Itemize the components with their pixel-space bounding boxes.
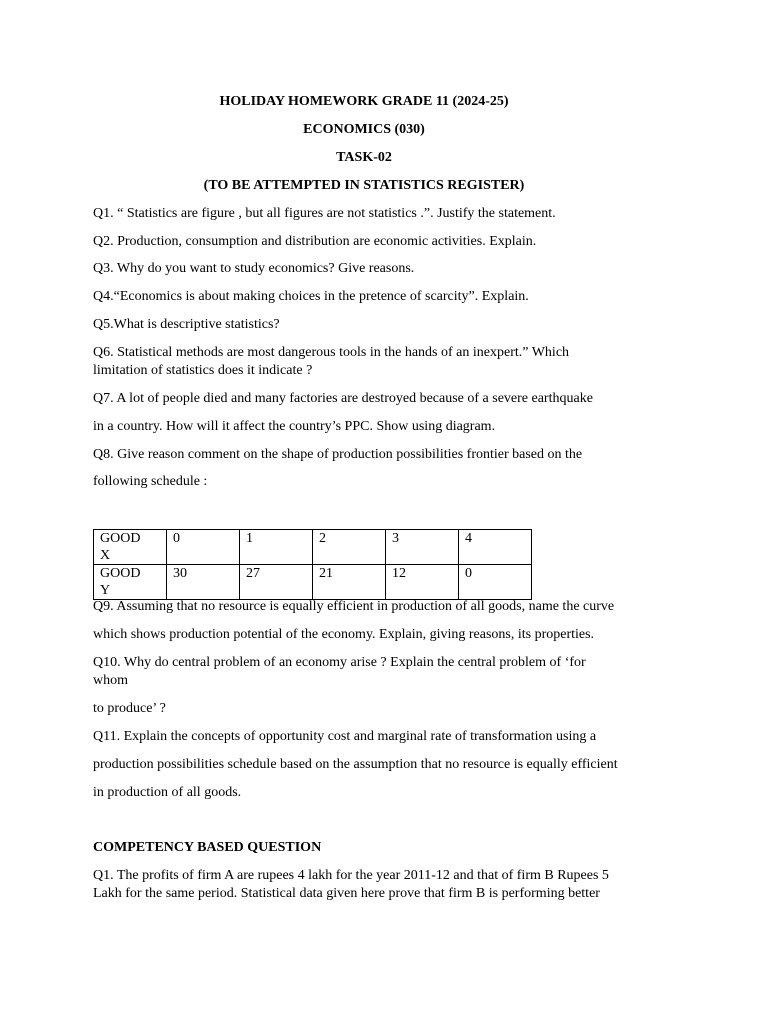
- table-cell: 21: [313, 565, 386, 600]
- table-row: [94, 565, 532, 600]
- table-cell: GOOD Y: [94, 565, 167, 600]
- question-line: Q5.What is descriptive statistics?: [93, 317, 280, 332]
- question-line: Q4.“Economics is about making choices in the pretence of scarcity”. Explain.: [93, 289, 529, 304]
- question-line: Q9. Assuming that no resource is equally efficient in production of all goods, name the curve: [93, 599, 615, 614]
- instruction-heading: (TO BE ATTEMPTED IN STATISTICS REGISTER): [203, 178, 525, 193]
- question-line: Lakh for the same period. Statistical data given here prove that firm B is performing better: [93, 886, 600, 901]
- question-line: Q3. Why do you want to study economics? Give reasons.: [93, 261, 415, 276]
- table-cell: 0: [459, 565, 532, 600]
- question-line: following schedule :: [93, 474, 208, 489]
- table-cell: 30: [167, 565, 240, 600]
- question-line: limitation of statistics does it indicate ?: [93, 363, 313, 378]
- table-row: [94, 530, 532, 565]
- competency-heading: COMPETENCY BASED QUESTION: [93, 840, 322, 855]
- subject-heading: ECONOMICS (030): [303, 122, 425, 137]
- table-cell: 27: [240, 565, 313, 600]
- question-line: Q1. “ Statistics are figure , but all figures are not statistics .”. Justify the statement.: [93, 206, 556, 221]
- question-line: Q7. A lot of people died and many factories are destroyed because of a severe earthquake: [93, 391, 593, 406]
- table-cell: 12: [386, 565, 459, 600]
- question-line: in a country. How will it affect the country’s PPC. Show using diagram.: [93, 419, 496, 434]
- table-cell: 0: [167, 530, 240, 565]
- question-line: Q6. Statistical methods are most dangerous tools in the hands of an inexpert.” Which: [93, 345, 570, 360]
- question-line: Q11. Explain the concepts of opportunity cost and marginal rate of transformation using a: [93, 729, 597, 744]
- table-cell: 4: [459, 530, 532, 565]
- question-line: Q8. Give reason comment on the shape of production possibilities frontier based on the: [93, 447, 583, 462]
- table-cell: 3: [386, 530, 459, 565]
- document-title: HOLIDAY HOMEWORK GRADE 11 (2024-25): [219, 94, 509, 109]
- question-line: whom: [93, 673, 128, 688]
- question-line: Q2. Production, consumption and distribution are economic activities. Explain.: [93, 234, 537, 249]
- question-line: Q1. The profits of firm A are rupees 4 lakh for the year 2011-12 and that of firm B Rupees 5: [93, 868, 609, 883]
- question-line: to produce’ ?: [93, 701, 166, 716]
- question-line: in production of all goods.: [93, 785, 242, 800]
- table-cell: GOOD X: [94, 530, 167, 565]
- production-schedule-table: [93, 529, 532, 600]
- task-heading: TASK-02: [336, 150, 392, 165]
- question-line: production possibilities schedule based on the assumption that no resource is equally efficient: [93, 757, 618, 772]
- question-line: Q10. Why do central problem of an economy arise ? Explain the central problem of ‘for: [93, 655, 586, 670]
- table-cell: 2: [313, 530, 386, 565]
- question-line: which shows production potential of the economy. Explain, giving reasons, its properties.: [93, 627, 595, 642]
- table-cell: 1: [240, 530, 313, 565]
